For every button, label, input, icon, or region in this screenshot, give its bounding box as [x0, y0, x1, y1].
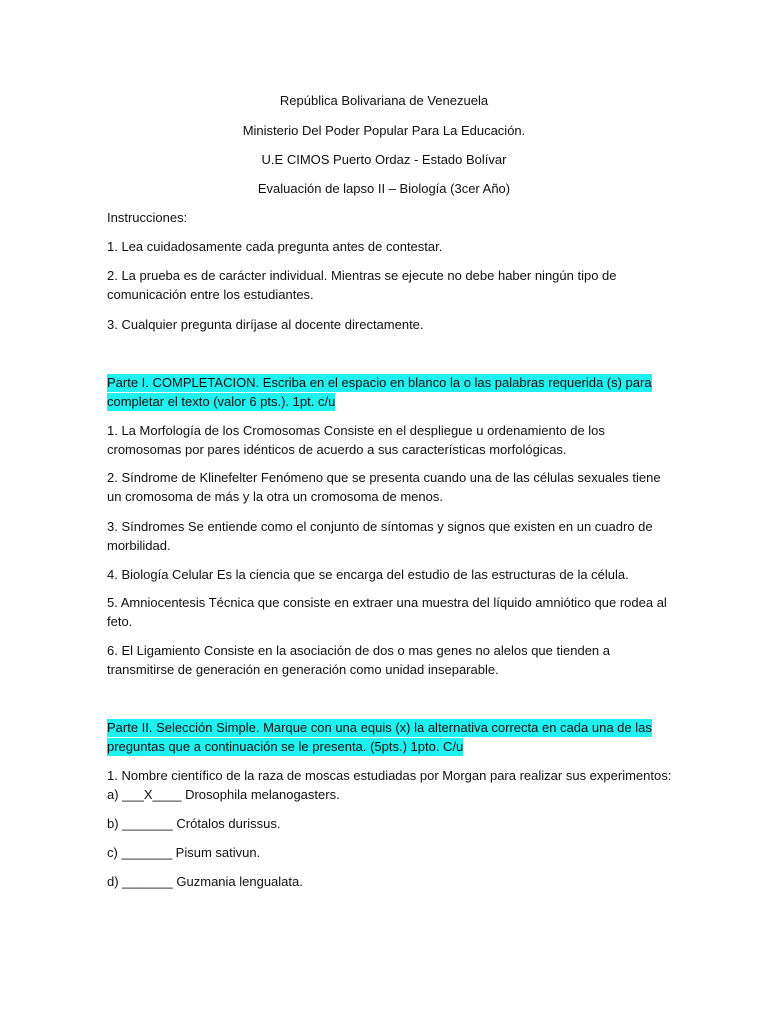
part1-item: 5. Amniocentesis Técnica que consiste en extraer una muestra del líquido amniótico que rodea al feto. — [107, 595, 667, 629]
part1-item: 1. La Morfología de los Cromosomas Consiste en el despliegue u ordenamiento de los cromosomas por pares idénticos de acuerdo a sus características morfológicas. — [107, 423, 605, 457]
header-evaluation-title: Evaluación de lapso II – Biología (3cer Año) — [257, 181, 511, 196]
header-republic: República Bolivariana de Venezuela — [279, 93, 489, 108]
instructions-title: Instrucciones: — [107, 210, 188, 225]
header-ministry: Ministerio Del Poder Popular Para La Educación. — [242, 123, 526, 138]
option-b: b) _______ Crótalos durissus. — [107, 816, 281, 831]
instruction-item: 2. La prueba es de carácter individual. Mientras se ejecute no debe haber ningún tipo de comunicación entre los estudiantes. — [107, 268, 617, 302]
part1-heading — [107, 373, 667, 411]
part1-item: 3. Síndromes Se entiende como el conjunto de síntomas y signos que existen en un cuadro de morbilidad. — [107, 519, 653, 553]
part1-item: 2. Síndrome de Klinefelter Fenómeno que se presenta cuando una de las células sexuales tiene un cromosoma de más y la otra un cromosoma de menos. — [107, 470, 661, 504]
part1-item: 6. El Ligamiento Consiste en la asociación de dos o mas genes no alelos que tienden a transmitirse de generación en generación como unidad inseparable. — [107, 643, 610, 677]
header-school: U.E CIMOS Puerto Ordaz - Estado Bolívar — [261, 152, 507, 167]
part2-heading-text: Parte II. Selección Simple. Marque con una equis (x) la alternativa correcta en cada una de las preguntas que a continuación se le presenta. (5pts.) 1pto. C/u — [107, 720, 652, 754]
instruction-item: 3. Cualquier pregunta diríjase al docente directamente. — [107, 317, 424, 332]
option-d: d) _______ Guzmania lengualata. — [107, 874, 303, 889]
part2-question: 1. Nombre científico de la raza de moscas estudiadas por Morgan para realizar sus experimentos: — [107, 768, 672, 783]
part2-heading — [107, 718, 667, 756]
part1-heading-text: Parte I. COMPLETACION. Escriba en el espacio en blanco la o las palabras requerida (s) para completar el texto (valor 6 pts.). 1pt. c/u — [107, 375, 652, 409]
part1-item: 4. Biología Celular Es la ciencia que se encarga del estudio de las estructuras de la célula. — [107, 567, 629, 582]
option-c: c) _______ Pisum sativun. — [107, 845, 261, 860]
option-a: a) ___X____ Drosophila melanogasters. — [107, 787, 340, 802]
instruction-item: 1. Lea cuidadosamente cada pregunta antes de contestar. — [107, 239, 443, 254]
